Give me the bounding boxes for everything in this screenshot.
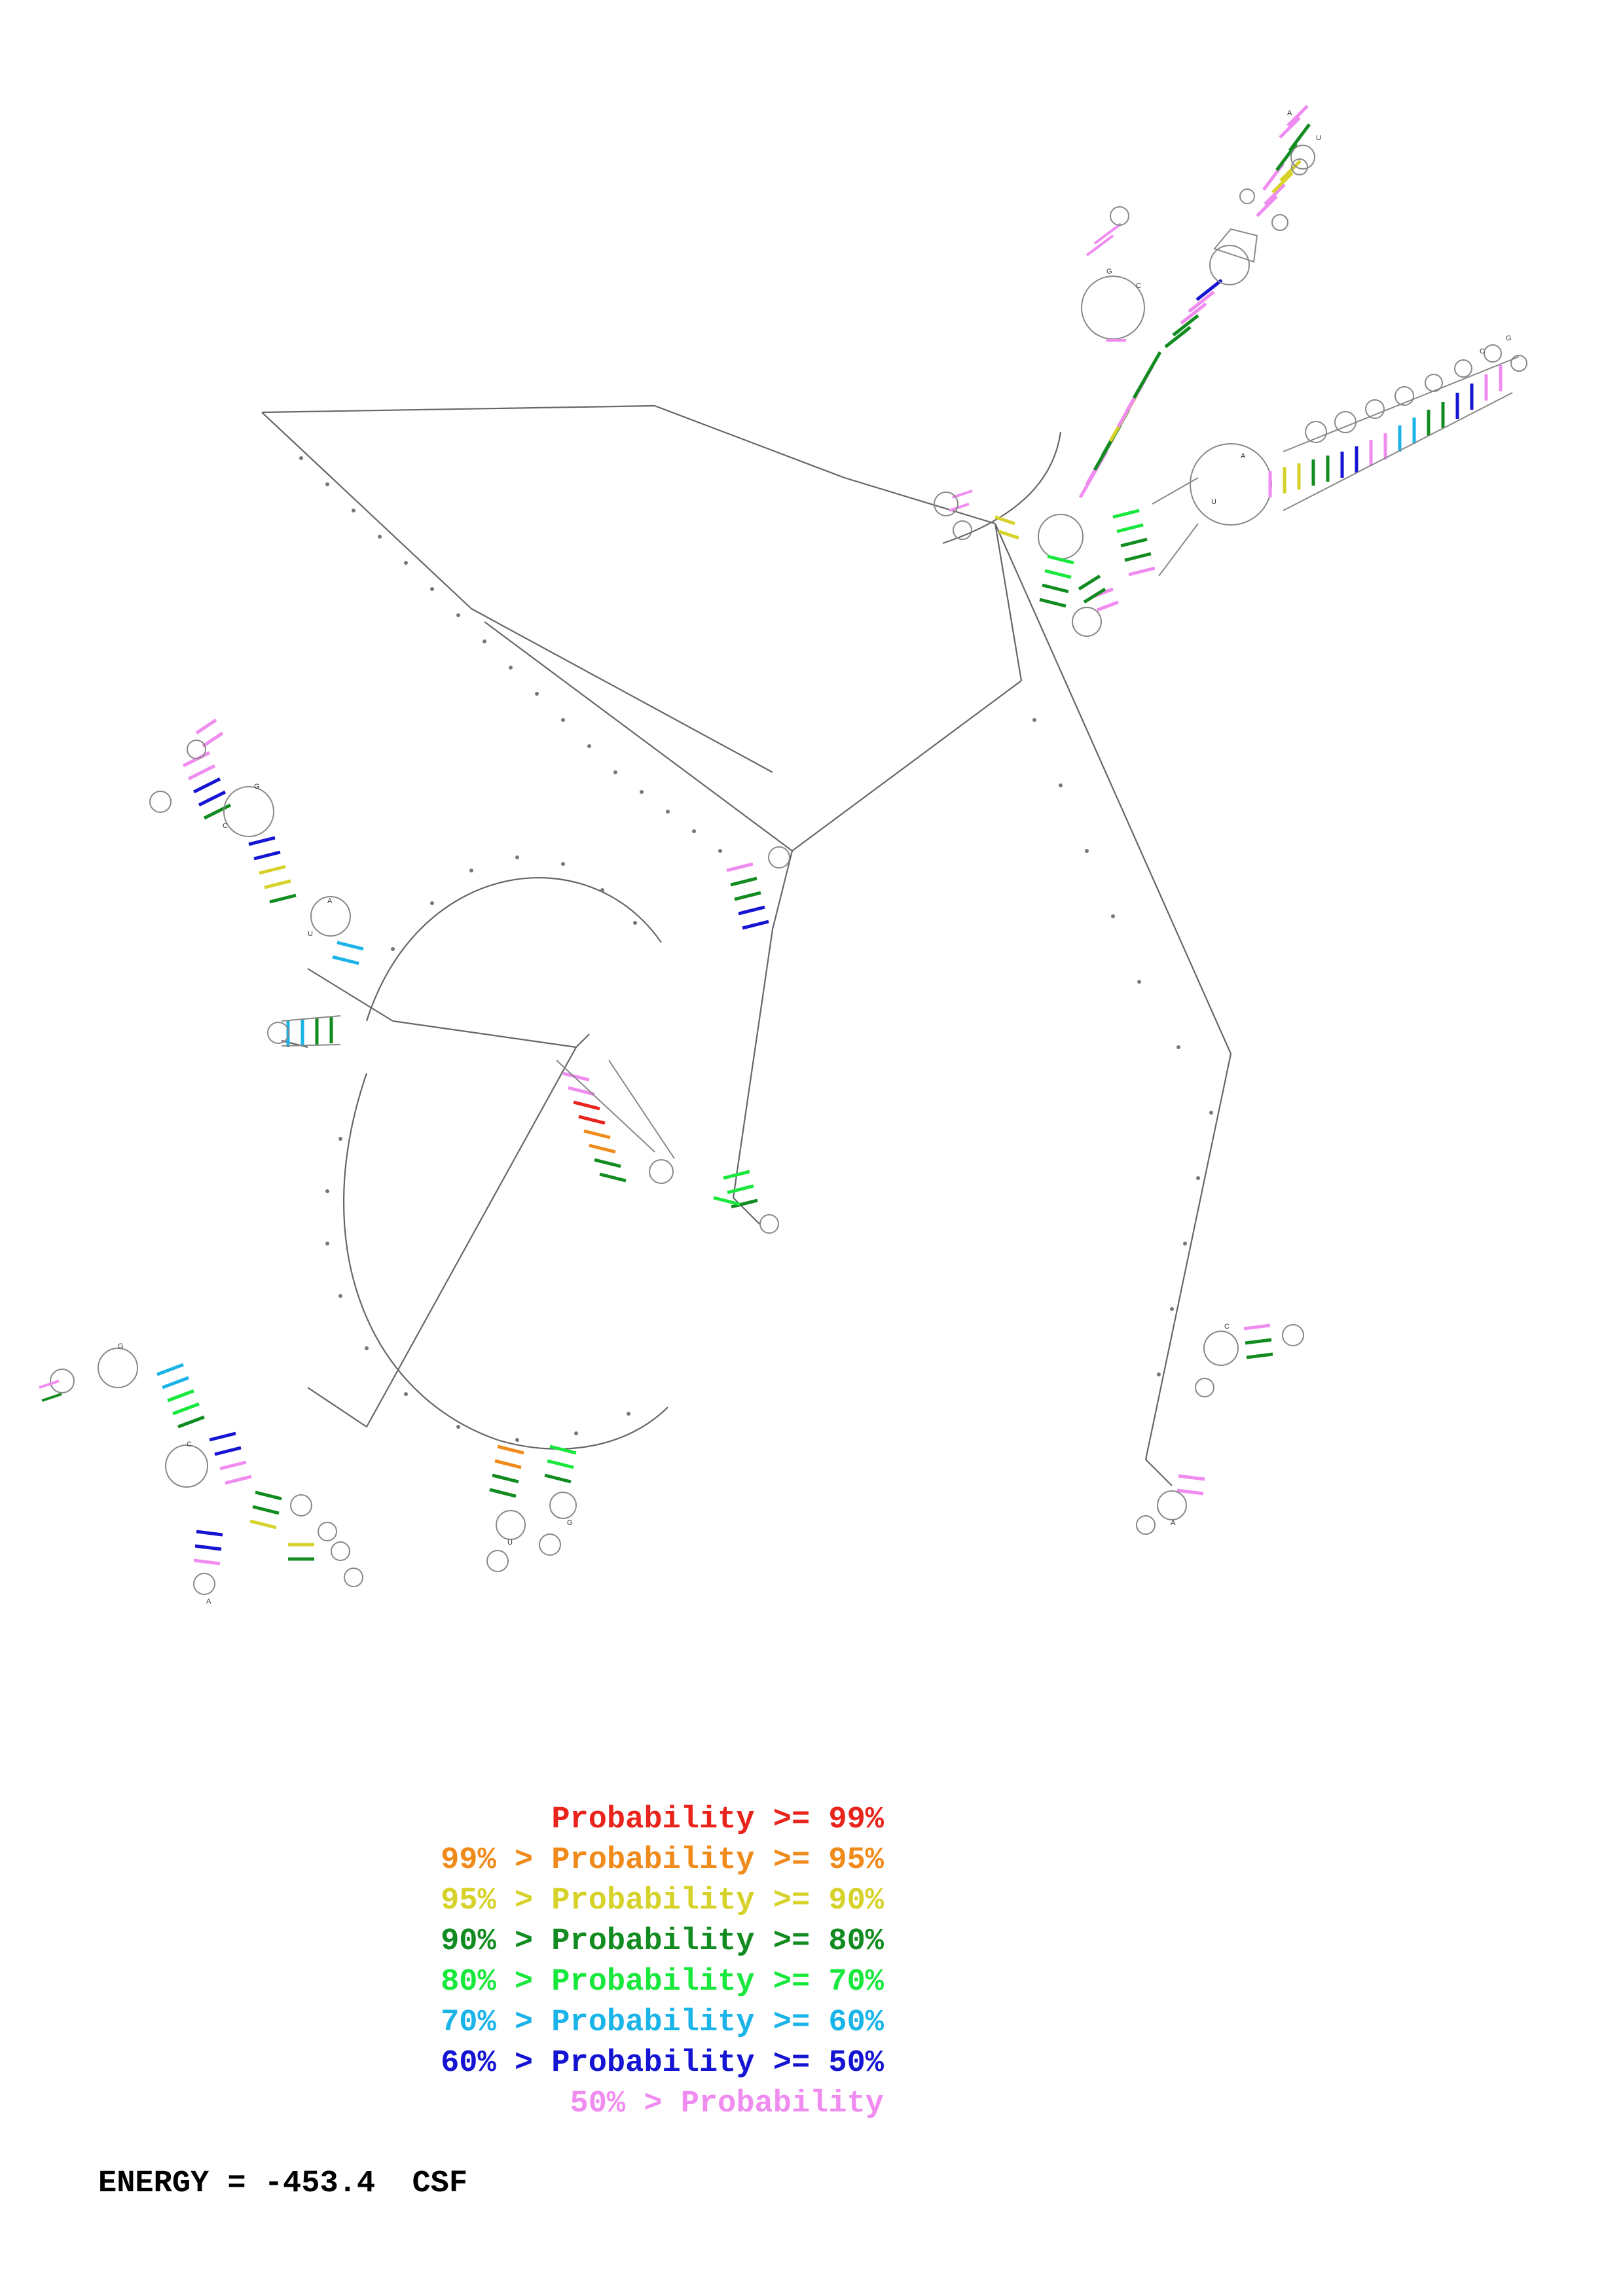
svg-text:A: A: [1241, 452, 1246, 460]
svg-text:G: G: [118, 1342, 124, 1350]
energy-label: ENERGY = -453.4 CSF: [98, 2166, 468, 2201]
central-junction: [556, 1060, 740, 1204]
svg-text:G: G: [1106, 268, 1112, 276]
svg-text:U: U: [308, 930, 313, 938]
legend-row-p95: 99% > Probability >= 95%: [441, 1843, 884, 1878]
svg-text:A: A: [1171, 1519, 1176, 1527]
lower-left-domain: [39, 1348, 363, 1594]
legend-row-p50: 60% > Probability >= 50%: [441, 2046, 884, 2081]
center-left-domain: [150, 720, 363, 1047]
right-arm-domain: [1190, 345, 1527, 525]
legend-row-p70: 80% > Probability >= 70%: [441, 1965, 884, 2000]
backbone-connectors: [262, 406, 1231, 1486]
legend-row-plow: 50% > Probability: [570, 2087, 884, 2121]
svg-text:G: G: [1506, 334, 1512, 342]
svg-text:A: A: [327, 897, 333, 905]
svg-text:C: C: [223, 822, 228, 830]
svg-text:U: U: [507, 1539, 513, 1547]
svg-text:A: A: [1287, 109, 1292, 117]
svg-text:A: A: [206, 1598, 211, 1605]
single-strand-arcs: [344, 432, 1061, 1449]
svg-text:U: U: [1211, 498, 1216, 506]
legend-row-p90: 95% > Probability >= 90%: [441, 1884, 884, 1918]
unpaired-base-markers: [299, 456, 1213, 1442]
lower-right-domain: [1137, 1325, 1304, 1534]
svg-text:C: C: [187, 1441, 192, 1448]
svg-text:C: C: [1480, 348, 1485, 355]
svg-text:C: C: [1136, 282, 1141, 290]
svg-text:U: U: [1316, 134, 1321, 142]
legend-rows: [98, 1800, 884, 2125]
legend-row-p60: 70% > Probability >= 60%: [441, 2005, 884, 2040]
upper-right-domain: [1080, 106, 1315, 497]
upper-junction: [934, 478, 1198, 636]
legend-row-p99: Probability >= 99%: [551, 1803, 884, 1837]
base-labels: [118, 109, 1512, 1605]
svg-text:C: C: [1224, 1323, 1230, 1331]
svg-text:G: G: [567, 1519, 573, 1527]
svg-text:G: G: [254, 783, 260, 791]
legend-row-p80: 90% > Probability >= 80%: [441, 1924, 884, 1959]
legend-panel: [0, 1767, 1623, 2225]
lower-center-domain: [487, 1446, 576, 1571]
